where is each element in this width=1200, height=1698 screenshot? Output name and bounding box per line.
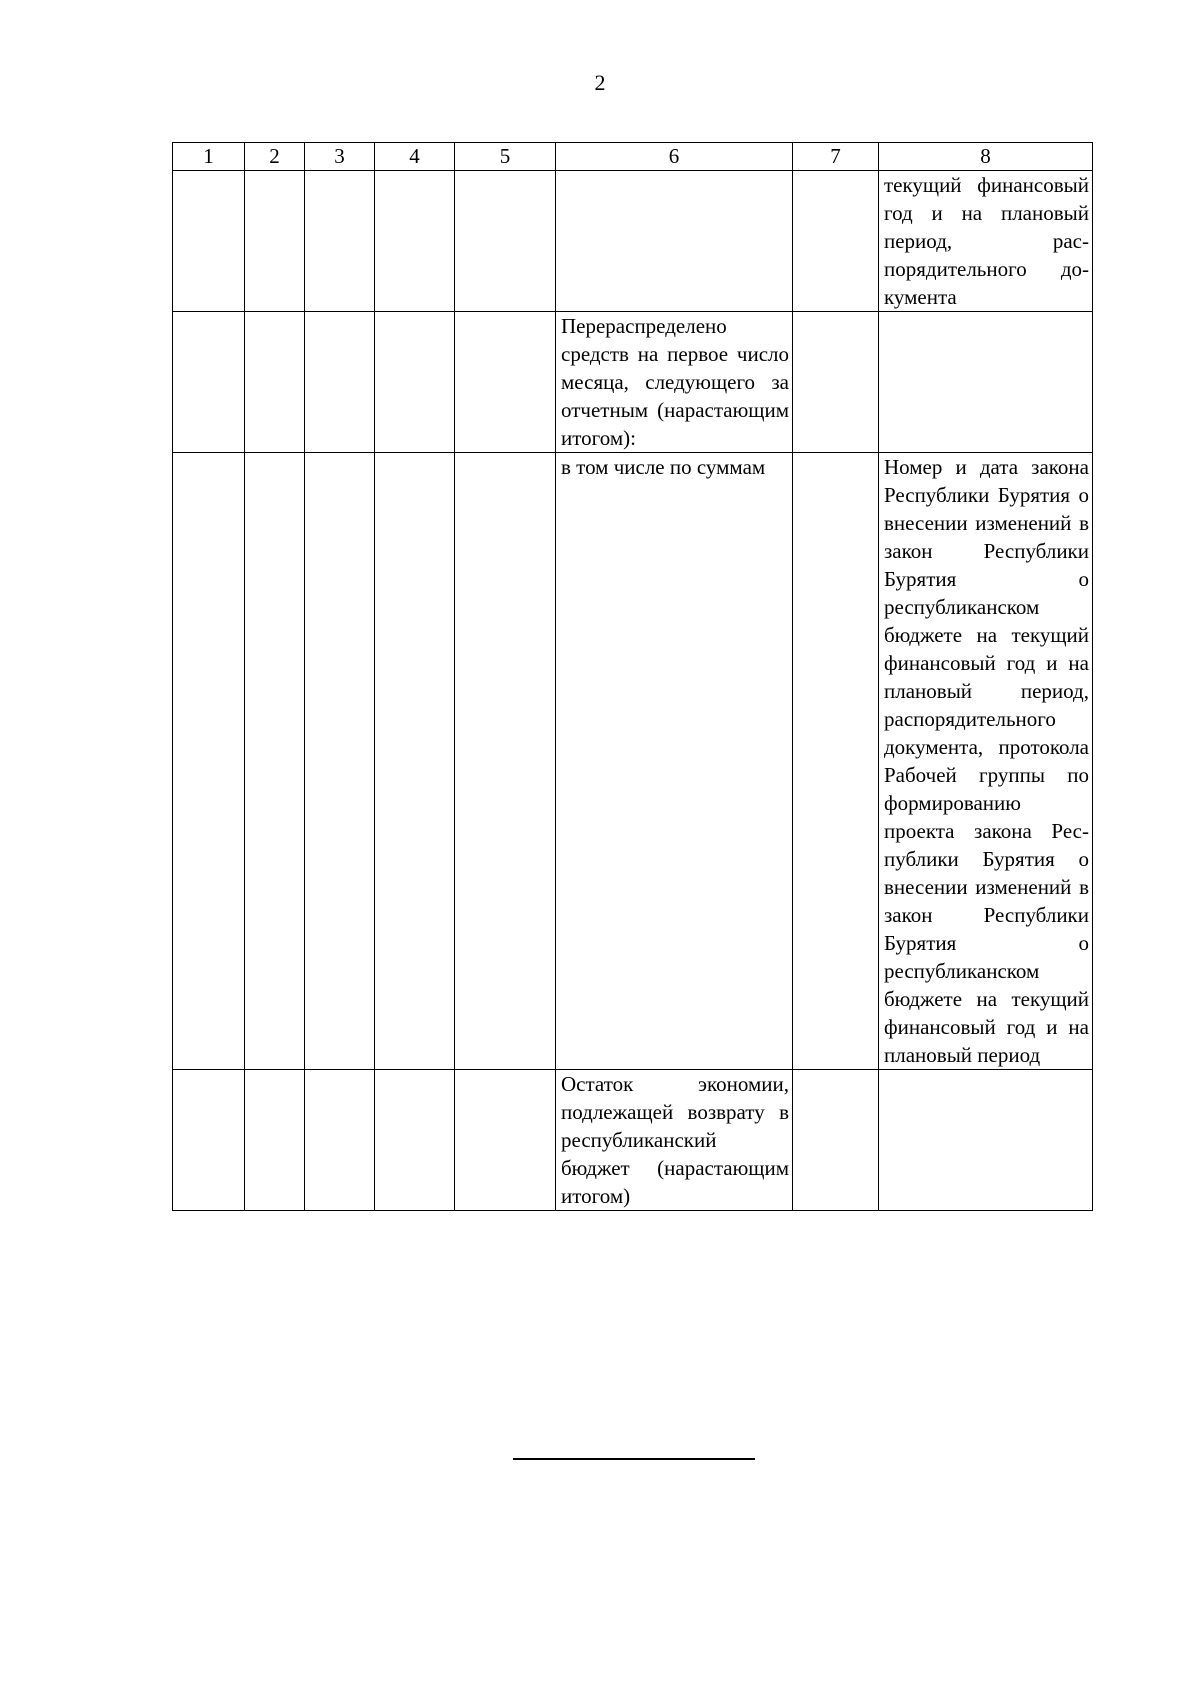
table-cell <box>245 171 305 312</box>
table-header-row <box>173 143 1093 171</box>
table-cell: в том числе по суммам <box>556 453 793 1070</box>
table-cell <box>793 1070 879 1211</box>
table-cell <box>793 312 879 453</box>
table-cell <box>375 312 455 453</box>
column-header-7: 7 <box>793 143 879 171</box>
column-header-1: 1 <box>173 143 245 171</box>
column-header-8: 8 <box>879 143 1093 171</box>
table-cell <box>879 1070 1093 1211</box>
table-cell <box>375 171 455 312</box>
column-header-2: 2 <box>245 143 305 171</box>
table-row <box>173 453 1093 1070</box>
table-cell: Номер и дата закона Республики Бурятия о внесении изменений в закон Республики Бурятия о республиканском бюджете на текущий финансовый год и на плановый период, распорядительного документа, протокола Рабочей группы по формированию проекта закона Республики Бурятия о внесении изменений в закон Республики Бурятия о республиканском бюджете на текущий финансовый год и на плановый период <box>879 453 1093 1070</box>
table-cell <box>305 453 375 1070</box>
column-header-4: 4 <box>375 143 455 171</box>
table-cell <box>245 312 305 453</box>
table-cell <box>879 312 1093 453</box>
table-cell <box>305 171 375 312</box>
table-row <box>173 312 1093 453</box>
column-header-6: 6 <box>556 143 793 171</box>
column-header-5: 5 <box>455 143 556 171</box>
footer-rule <box>513 1458 755 1460</box>
table-cell: текущий финансовый год и на плановый период, распорядительного документа <box>879 171 1093 312</box>
table-cell: Перераспределено средств на первое число месяца, следующего за отчетным (нарастающим итогом): <box>556 312 793 453</box>
table-cell <box>455 1070 556 1211</box>
table-cell <box>305 312 375 453</box>
table-row <box>173 1070 1093 1211</box>
table-cell: Остаток экономии, подлежащей возврату в республиканский бюджет (нарастающим итогом) <box>556 1070 793 1211</box>
table-cell <box>455 171 556 312</box>
table-cell <box>173 171 245 312</box>
page-number: 2 <box>594 70 606 95</box>
table-cell <box>556 171 793 312</box>
table-cell <box>793 453 879 1070</box>
table-cell <box>245 1070 305 1211</box>
column-header-3: 3 <box>305 143 375 171</box>
table-cell <box>455 453 556 1070</box>
table-cell <box>375 453 455 1070</box>
table-cell <box>455 312 556 453</box>
table-cell <box>375 1070 455 1211</box>
table-cell <box>793 171 879 312</box>
table-cell <box>173 1070 245 1211</box>
data-table <box>172 142 1093 1211</box>
table-cell <box>173 453 245 1070</box>
table-cell <box>173 312 245 453</box>
table-row <box>173 171 1093 312</box>
table-cell <box>305 1070 375 1211</box>
table-cell <box>245 453 305 1070</box>
